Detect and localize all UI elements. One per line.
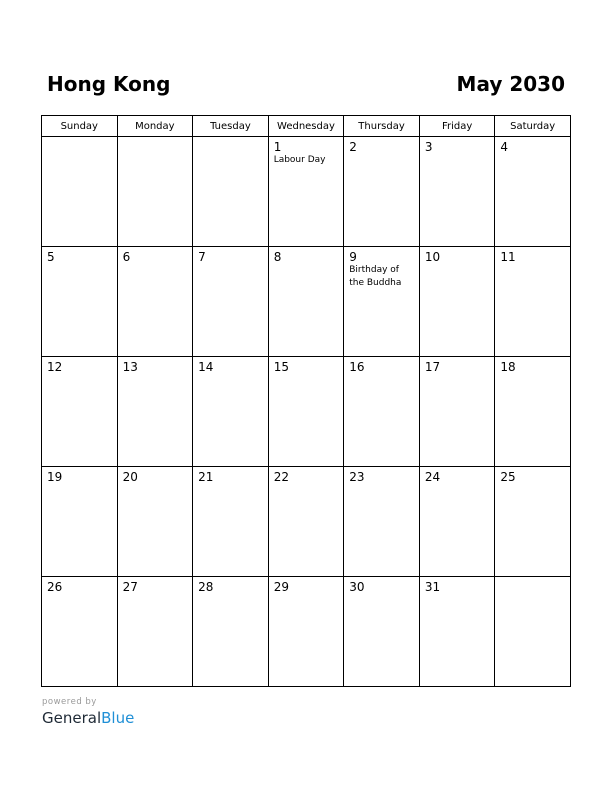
day-number: 31 [424,580,441,594]
day-number: 11 [500,250,516,264]
brand-name-blue: Blue [101,709,135,727]
powered-by-text: powered by [42,697,97,707]
generalblue-logo[interactable] [42,708,134,728]
day-cell [268,137,344,247]
brand-name-general: General [42,709,102,727]
day-number: 6 [122,250,131,264]
day-cell [419,137,495,247]
day-cell [419,247,495,357]
day-cell [193,137,269,247]
day-cell [117,137,193,247]
day-cell [193,357,269,467]
day-cell [268,247,344,357]
day-cell [193,467,269,577]
day-number [495,577,570,580]
day-number: 30 [349,580,365,594]
day-cell [117,577,193,687]
day-cell [495,467,571,577]
day-cell [193,577,269,687]
day-number: 18 [500,360,516,374]
day-number: 8 [273,250,282,264]
weekday-header-saturday: Saturday [495,116,571,137]
day-number: 28 [198,580,214,594]
week-row [42,137,571,247]
day-cell [268,357,344,467]
day-number: 25 [500,470,516,484]
day-number: 4 [500,140,509,154]
day-cell [419,357,495,467]
day-cell [268,467,344,577]
calendar-month-title: May 2030 [456,72,565,96]
day-cell [344,247,420,357]
day-number: 2 [349,140,357,154]
day-number: 29 [273,580,289,594]
holiday-label: the Buddha [349,278,402,288]
day-cell [268,577,344,687]
day-number: 22 [273,470,289,484]
day-number: 15 [273,360,289,374]
day-cell [344,357,420,467]
day-cell [193,247,269,357]
weekday-header-sunday: Sunday [42,116,118,137]
day-number [42,137,117,140]
holiday-label: Birthday of [349,265,399,275]
day-cell [42,467,118,577]
week-row [42,247,571,357]
day-cell [495,247,571,357]
day-cell [42,247,118,357]
day-number: 7 [198,250,206,264]
day-cell [419,577,495,687]
day-number: 24 [424,470,441,484]
day-number [193,137,268,140]
day-cell [117,467,193,577]
day-cell [495,357,571,467]
day-cell [344,577,420,687]
day-cell [42,357,118,467]
week-row [42,357,571,467]
day-number: 19 [47,470,63,484]
day-cell [117,247,193,357]
weekday-header-tuesday: Tuesday [193,116,269,137]
day-cell [42,137,118,247]
day-cell [344,467,420,577]
footer-branding [42,697,134,728]
day-number: 17 [424,360,441,374]
day-cell [419,467,495,577]
calendar-grid [41,115,571,687]
day-number: 3 [424,140,433,154]
calendar-region-title: Hong Kong [47,72,171,96]
day-number: 20 [122,470,138,484]
day-number [118,137,193,140]
day-number: 9 [349,250,357,264]
holiday-label: Labour Day [273,155,326,165]
day-number: 1 [273,140,282,154]
week-row [42,467,571,577]
week-row [42,577,571,687]
weekday-header-monday: Monday [117,116,193,137]
weekday-header-friday: Friday [419,116,495,137]
day-number: 27 [122,580,138,594]
day-number: 13 [122,360,138,374]
day-cell [344,137,420,247]
day-number: 10 [424,250,441,264]
day-number: 21 [198,470,214,484]
day-number: 12 [47,360,63,374]
day-cell [42,577,118,687]
day-number: 26 [47,580,63,594]
weekday-header-row [42,116,571,137]
day-number: 14 [198,360,214,374]
day-number: 5 [47,250,55,264]
day-number: 16 [349,360,365,374]
weekday-header-thursday: Thursday [344,116,420,137]
weekday-header-wednesday: Wednesday [268,116,344,137]
day-number: 23 [349,470,365,484]
day-cell [117,357,193,467]
day-cell [495,577,571,687]
day-cell [495,137,571,247]
